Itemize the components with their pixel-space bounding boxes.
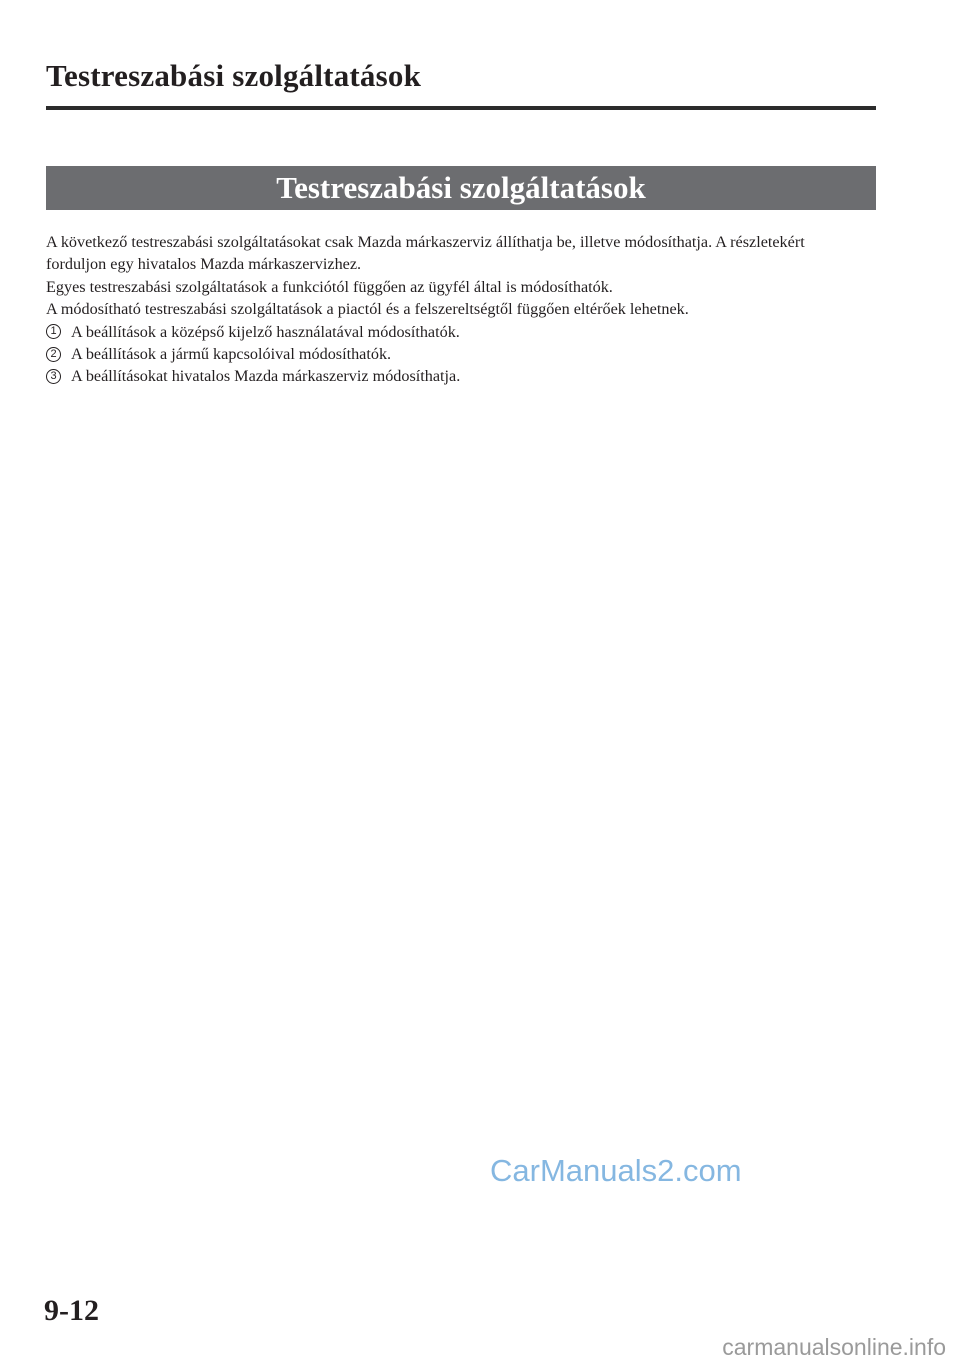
list-item xyxy=(46,365,886,387)
section-banner xyxy=(46,166,876,210)
circled-number-1: 1 xyxy=(46,324,61,339)
circled-number-2: 2 xyxy=(46,347,61,362)
list-item-text: A beállításokat hivatalos Mazda márkaszerviz módosíthatja. xyxy=(71,367,461,386)
circled-number-3: 3 xyxy=(46,369,61,384)
section-title: Testreszabási szolgáltatások xyxy=(276,170,646,205)
paragraph-line: A módosítható testreszabási szolgáltatások a piactól és a felszereltségtől függően eltérőek lehetnek. xyxy=(46,300,689,319)
paragraph-line: forduljon egy hivatalos Mazda márkaszervizhez. xyxy=(46,255,362,274)
body-text xyxy=(46,231,886,388)
watermark-logo: CarManuals2.com xyxy=(490,1153,742,1188)
page-header-title: Testreszabási szolgáltatások xyxy=(46,58,422,93)
list-item-text: A beállítások a jármű kapcsolóival módosíthatók. xyxy=(71,345,392,364)
list-item-text: A beállítások a középső kijelző használatával módosíthatók. xyxy=(71,322,460,341)
paragraph-line: Egyes testreszabási szolgáltatások a funkciótól függően az ügyfél által is módosíthatók. xyxy=(46,277,613,296)
footer-watermark: carmanualsonline.info xyxy=(722,1334,946,1360)
list-item xyxy=(46,343,886,365)
page-number: 9-12 xyxy=(44,1294,99,1327)
paragraph-line: A következő testreszabási szolgáltatásokat csak Mazda márkaszerviz állíthatja be, illetve módosíthatja. A részletekért xyxy=(46,233,805,251)
header-rule xyxy=(46,106,876,110)
list-item xyxy=(46,321,886,343)
